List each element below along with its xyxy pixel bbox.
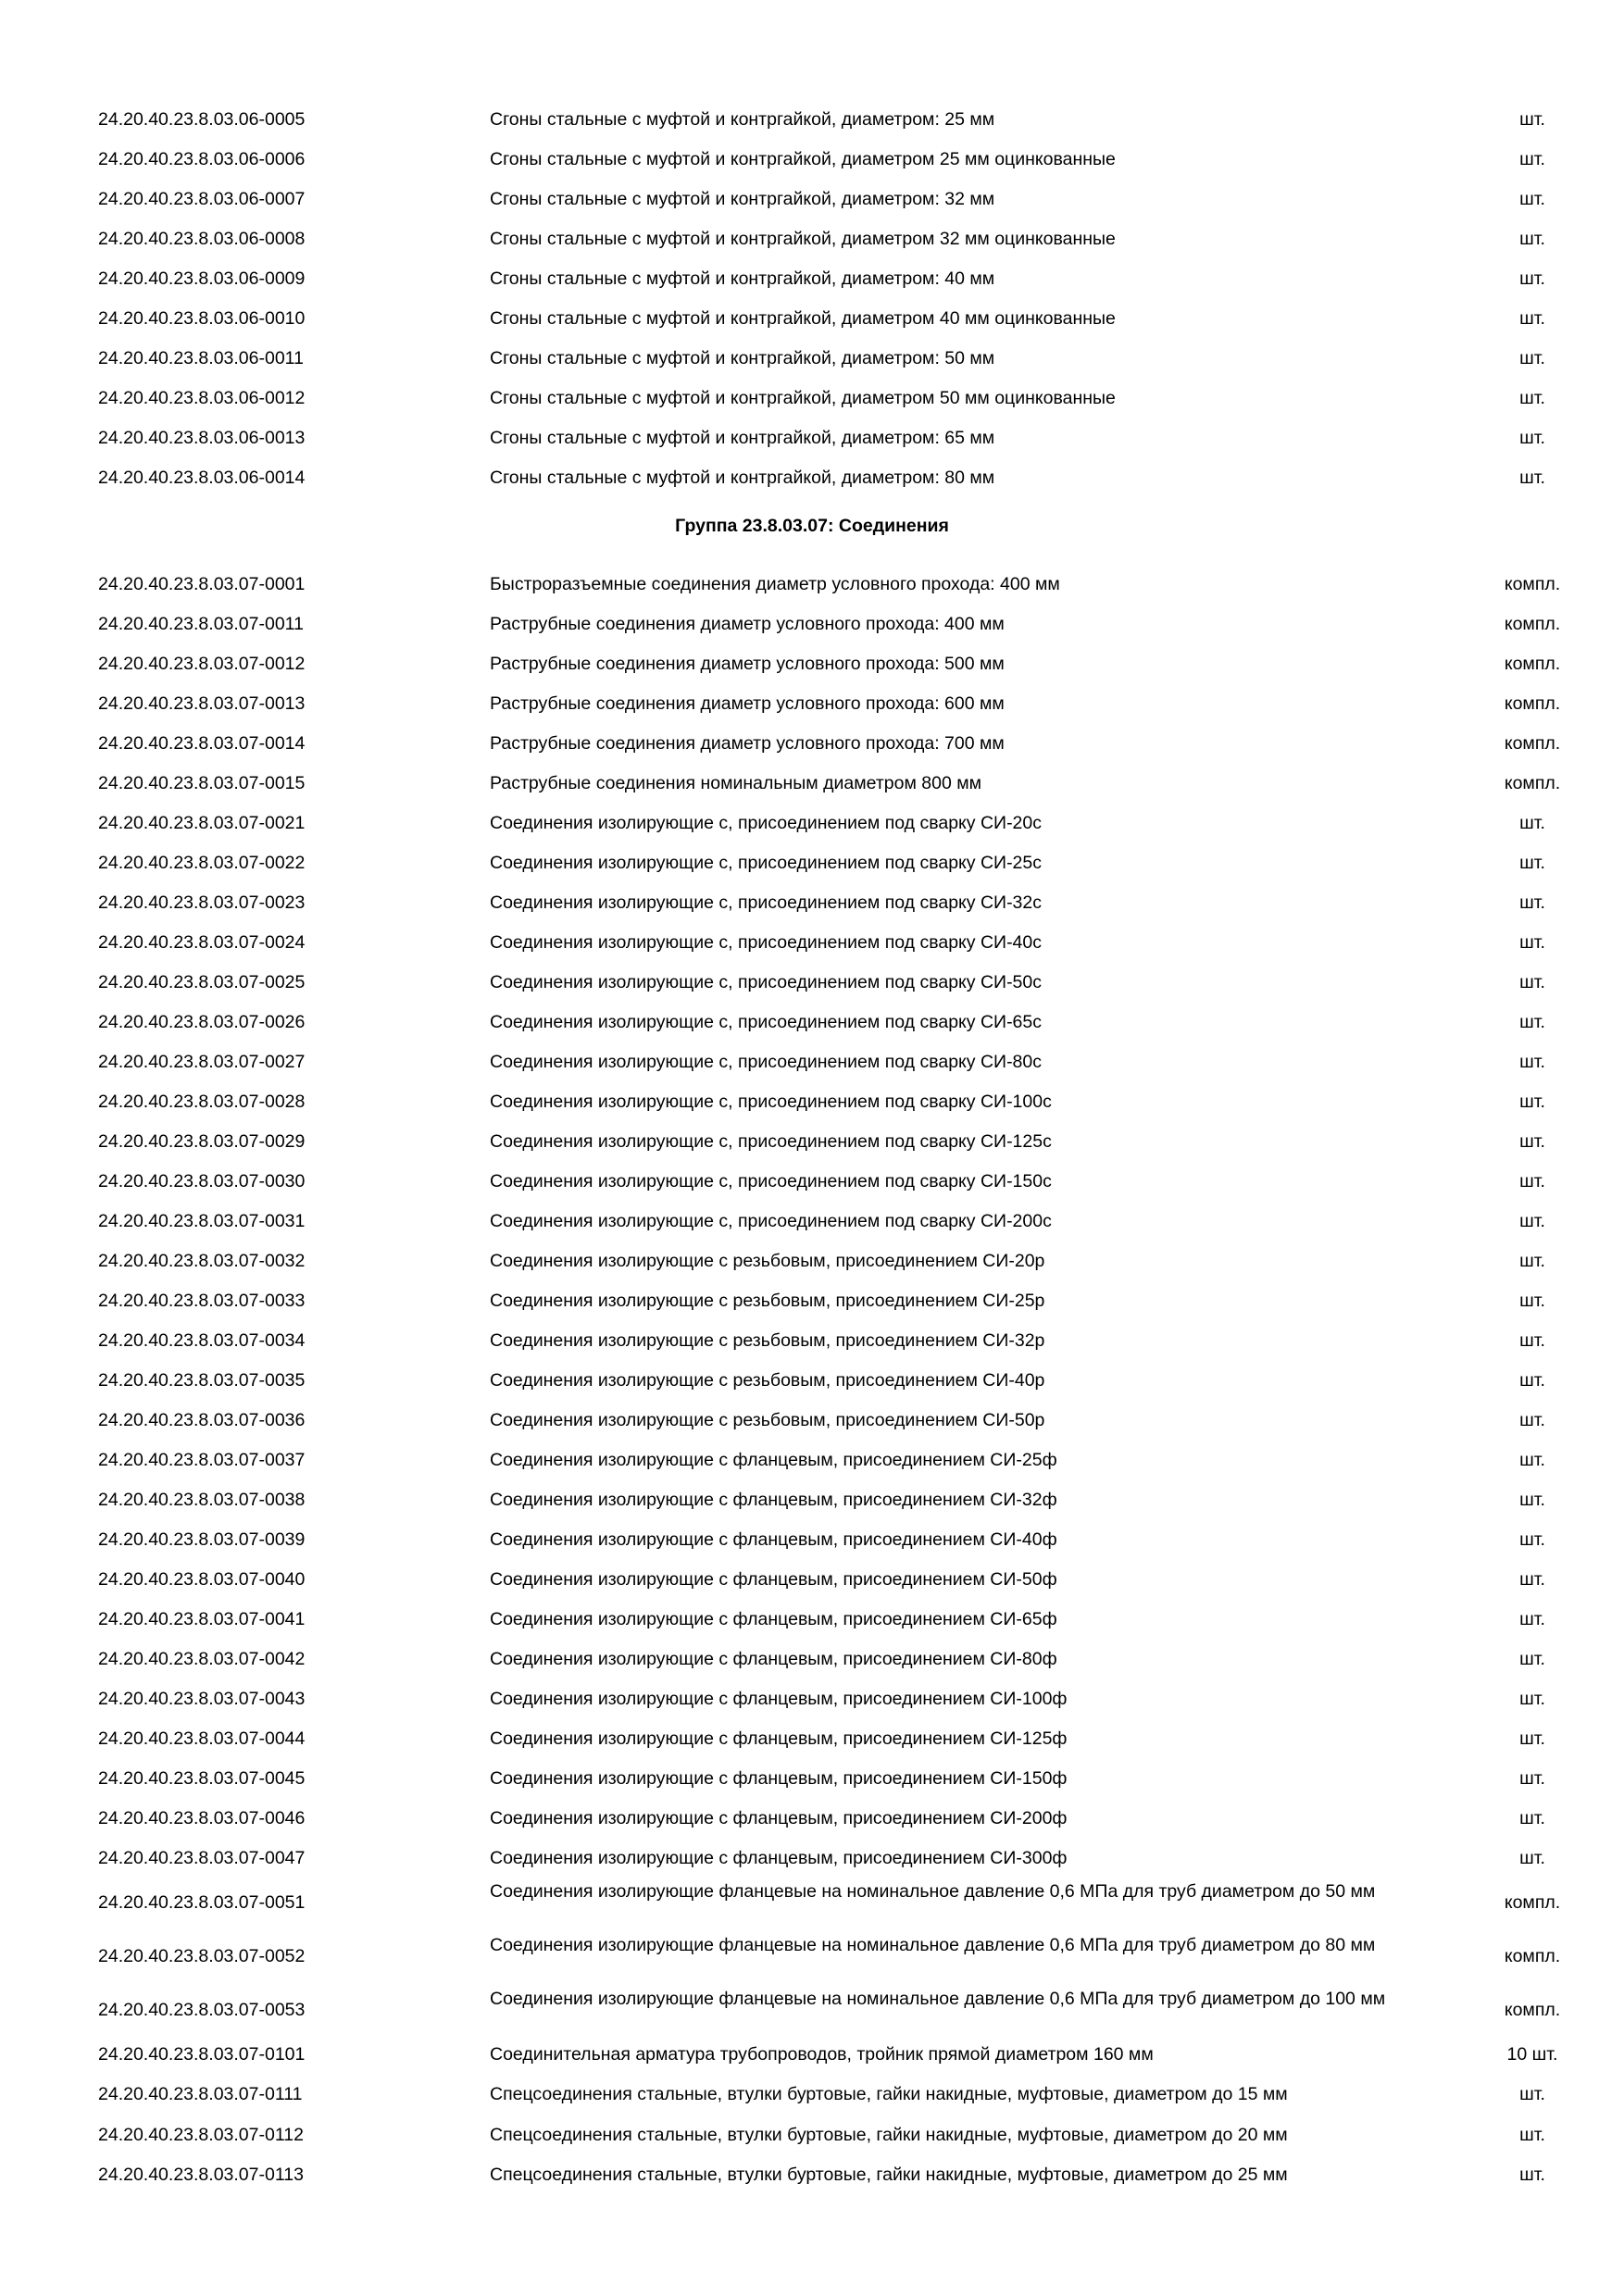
item-unit: 10 шт.	[1506, 2044, 1558, 2065]
item-code: 24.20.40.23.8.03.07-0032	[98, 1251, 306, 1271]
item-code: 24.20.40.23.8.03.07-0012	[98, 654, 306, 674]
item-unit: шт.	[1519, 1768, 1545, 1789]
item-name: Сгоны стальные с муфтой и контргайкой, диаметром: 50 мм	[490, 348, 995, 368]
item-code: 24.20.40.23.8.03.07-0051	[98, 1892, 306, 1913]
item-name: Соединительная арматура трубопроводов, тройник прямой диаметром 160 мм	[490, 2044, 1154, 2065]
item-code: 24.20.40.23.8.03.06-0005	[98, 109, 306, 130]
item-name: Соединения изолирующие с, присоединением под сварку СИ-32с	[490, 892, 1042, 913]
item-name: Сгоны стальные с муфтой и контргайкой, диаметром: 80 мм	[490, 468, 995, 488]
item-unit: шт.	[1519, 1291, 1545, 1311]
item-code: 24.20.40.23.8.03.06-0011	[98, 348, 304, 368]
item-name: Соединения изолирующие фланцевые на номинальное давление 0,6 МПа для труб диаметром до 50 мм	[490, 1881, 1376, 1902]
item-code: 24.20.40.23.8.03.06-0014	[98, 468, 306, 488]
item-name: Соединения изолирующие с фланцевым, присоединением СИ-100ф	[490, 1689, 1068, 1709]
item-name: Соединения изолирующие с, присоединением под сварку СИ-40с	[490, 932, 1042, 953]
item-code: 24.20.40.23.8.03.07-0043	[98, 1689, 306, 1709]
item-unit: шт.	[1519, 388, 1545, 408]
item-code: 24.20.40.23.8.03.07-0001	[98, 574, 306, 594]
item-name: Соединения изолирующие с, присоединением под сварку СИ-80с	[490, 1052, 1042, 1072]
item-code: 24.20.40.23.8.03.07-0042	[98, 1649, 306, 1669]
item-code: 24.20.40.23.8.03.07-0039	[98, 1529, 306, 1550]
item-code: 24.20.40.23.8.03.07-0045	[98, 1768, 306, 1789]
item-unit: шт.	[1519, 853, 1545, 873]
item-code: 24.20.40.23.8.03.06-0009	[98, 268, 306, 289]
item-name: Сгоны стальные с муфтой и контргайкой, диаметром 25 мм оцинкованные	[490, 149, 1116, 169]
item-unit: шт.	[1519, 268, 1545, 289]
item-unit: шт.	[1519, 1131, 1545, 1152]
item-unit: шт.	[1519, 1330, 1545, 1351]
item-name: Быстроразъемные соединения диаметр условного прохода: 400 мм	[490, 574, 1060, 594]
item-code: 24.20.40.23.8.03.07-0027	[98, 1052, 306, 1072]
item-name: Спецсоединения стальные, втулки буртовые, гайки накидные, муфтовые, диаметром до 15 мм	[490, 2084, 1288, 2105]
item-unit: шт.	[1519, 1092, 1545, 1112]
item-name: Раструбные соединения номинальным диаметром 800 мм	[490, 773, 982, 793]
item-unit: шт.	[1519, 1808, 1545, 1828]
item-unit: шт.	[1519, 1052, 1545, 1072]
item-code: 24.20.40.23.8.03.07-0038	[98, 1490, 306, 1510]
item-unit: шт.	[1519, 1012, 1545, 1032]
item-unit: шт.	[1519, 1569, 1545, 1590]
item-code: 24.20.40.23.8.03.07-0029	[98, 1131, 306, 1152]
item-name: Соединения изолирующие с, присоединением под сварку СИ-65с	[490, 1012, 1042, 1032]
item-unit: шт.	[1519, 1410, 1545, 1430]
item-unit: компл.	[1504, 1946, 1561, 1966]
item-unit: компл.	[1504, 773, 1561, 793]
item-unit: компл.	[1504, 614, 1561, 634]
item-name: Соединения изолирующие с фланцевым, присоединением СИ-65ф	[490, 1609, 1057, 1629]
item-name: Соединения изолирующие с фланцевым, присоединением СИ-125ф	[490, 1728, 1068, 1749]
item-name: Спецсоединения стальные, втулки буртовые, гайки накидные, муфтовые, диаметром до 25 мм	[490, 2164, 1288, 2185]
item-unit: шт.	[1519, 1251, 1545, 1271]
item-code: 24.20.40.23.8.03.07-0041	[98, 1609, 306, 1629]
item-code: 24.20.40.23.8.03.07-0035	[98, 1370, 306, 1391]
group-heading: Группа 23.8.03.07: Соединения	[675, 516, 949, 536]
item-name: Соединения изолирующие с, присоединением под сварку СИ-100с	[490, 1092, 1052, 1112]
item-unit: шт.	[1519, 1450, 1545, 1470]
item-name: Сгоны стальные с муфтой и контргайкой, диаметром: 32 мм	[490, 189, 995, 209]
item-name: Раструбные соединения диаметр условного прохода: 400 мм	[490, 614, 1005, 634]
item-name: Сгоны стальные с муфтой и контргайкой, диаметром: 40 мм	[490, 268, 995, 289]
item-name: Сгоны стальные с муфтой и контргайкой, диаметром 50 мм оцинкованные	[490, 388, 1116, 408]
item-code: 24.20.40.23.8.03.06-0013	[98, 428, 306, 448]
item-name: Соединения изолирующие фланцевые на номинальное давление 0,6 МПа для труб диаметром до 100 мм	[490, 1989, 1386, 2009]
item-unit: шт.	[1519, 2124, 1545, 2145]
item-code: 24.20.40.23.8.03.07-0014	[98, 733, 306, 754]
item-name: Соединения изолирующие с, присоединением под сварку СИ-25с	[490, 853, 1042, 873]
item-code: 24.20.40.23.8.03.06-0012	[98, 388, 306, 408]
item-code: 24.20.40.23.8.03.07-0011	[98, 614, 304, 634]
item-unit: шт.	[1519, 813, 1545, 833]
item-name: Сгоны стальные с муфтой и контргайкой, диаметром 40 мм оцинкованные	[490, 308, 1116, 329]
item-unit: шт.	[1519, 972, 1545, 992]
item-unit: шт.	[1519, 109, 1545, 130]
item-unit: шт.	[1519, 892, 1545, 913]
item-name: Соединения изолирующие с, присоединением под сварку СИ-20с	[490, 813, 1042, 833]
item-unit: шт.	[1519, 1370, 1545, 1391]
item-code: 24.20.40.23.8.03.07-0028	[98, 1092, 306, 1112]
item-unit: шт.	[1519, 2084, 1545, 2105]
item-unit: шт.	[1519, 1689, 1545, 1709]
item-name: Соединения изолирующие с резьбовым, присоединением СИ-20р	[490, 1251, 1045, 1271]
item-unit: компл.	[1504, 693, 1561, 714]
item-name: Соединения изолирующие фланцевые на номинальное давление 0,6 МПа для труб диаметром до 80 мм	[490, 1935, 1376, 1955]
item-name: Соединения изолирующие с резьбовым, присоединением СИ-40р	[490, 1370, 1045, 1391]
item-name: Соединения изолирующие с, присоединением под сварку СИ-150с	[490, 1171, 1052, 1192]
item-code: 24.20.40.23.8.03.07-0040	[98, 1569, 306, 1590]
item-name: Сгоны стальные с муфтой и контргайкой, диаметром: 25 мм	[490, 109, 995, 130]
item-code: 24.20.40.23.8.03.07-0053	[98, 2000, 306, 2020]
item-code: 24.20.40.23.8.03.07-0037	[98, 1450, 306, 1470]
item-unit: шт.	[1519, 1490, 1545, 1510]
item-unit: шт.	[1519, 189, 1545, 209]
item-unit: шт.	[1519, 1171, 1545, 1192]
item-unit: шт.	[1519, 348, 1545, 368]
item-name: Соединения изолирующие с, присоединением под сварку СИ-50с	[490, 972, 1042, 992]
item-name: Соединения изолирующие с фланцевым, присоединением СИ-32ф	[490, 1490, 1057, 1510]
item-code: 24.20.40.23.8.03.07-0026	[98, 1012, 306, 1032]
item-code: 24.20.40.23.8.03.07-0052	[98, 1946, 306, 1966]
item-code: 24.20.40.23.8.03.06-0008	[98, 229, 306, 249]
item-unit: шт.	[1519, 2164, 1545, 2185]
item-unit: компл.	[1504, 733, 1561, 754]
item-code: 24.20.40.23.8.03.07-0025	[98, 972, 306, 992]
item-name: Сгоны стальные с муфтой и контргайкой, диаметром 32 мм оцинкованные	[490, 229, 1116, 249]
item-name: Соединения изолирующие с фланцевым, присоединением СИ-80ф	[490, 1649, 1057, 1669]
item-code: 24.20.40.23.8.03.07-0111	[98, 2084, 303, 2105]
item-unit: шт.	[1519, 1211, 1545, 1231]
item-unit: шт.	[1519, 468, 1545, 488]
item-name: Соединения изолирующие с резьбовым, присоединением СИ-25р	[490, 1291, 1045, 1311]
item-unit: компл.	[1504, 2000, 1561, 2020]
item-name: Спецсоединения стальные, втулки буртовые, гайки накидные, муфтовые, диаметром до 20 мм	[490, 2124, 1288, 2145]
item-unit: шт.	[1519, 229, 1545, 249]
item-name: Соединения изолирующие с фланцевым, присоединением СИ-200ф	[490, 1808, 1068, 1828]
item-code: 24.20.40.23.8.03.07-0112	[98, 2124, 304, 2145]
item-name: Раструбные соединения диаметр условного прохода: 500 мм	[490, 654, 1005, 674]
item-name: Соединения изолирующие с фланцевым, присоединением СИ-300ф	[490, 1848, 1068, 1868]
item-unit: шт.	[1519, 932, 1545, 953]
item-unit: шт.	[1519, 1848, 1545, 1868]
item-code: 24.20.40.23.8.03.07-0022	[98, 853, 306, 873]
item-code: 24.20.40.23.8.03.07-0034	[98, 1330, 306, 1351]
item-name: Соединения изолирующие с фланцевым, присоединением СИ-25ф	[490, 1450, 1057, 1470]
item-unit: шт.	[1519, 1609, 1545, 1629]
item-code: 24.20.40.23.8.03.06-0006	[98, 149, 306, 169]
item-unit: компл.	[1504, 574, 1561, 594]
item-code: 24.20.40.23.8.03.07-0030	[98, 1171, 306, 1192]
item-code: 24.20.40.23.8.03.07-0044	[98, 1728, 306, 1749]
item-code: 24.20.40.23.8.03.07-0023	[98, 892, 306, 913]
item-code: 24.20.40.23.8.03.07-0047	[98, 1848, 306, 1868]
item-code: 24.20.40.23.8.03.07-0113	[98, 2164, 304, 2185]
item-code: 24.20.40.23.8.03.07-0013	[98, 693, 306, 714]
item-unit: шт.	[1519, 1728, 1545, 1749]
item-name: Соединения изолирующие с фланцевым, присоединением СИ-50ф	[490, 1569, 1057, 1590]
item-unit: компл.	[1504, 654, 1561, 674]
item-name: Соединения изолирующие с фланцевым, присоединением СИ-40ф	[490, 1529, 1057, 1550]
item-name: Соединения изолирующие с резьбовым, присоединением СИ-50р	[490, 1410, 1045, 1430]
item-code: 24.20.40.23.8.03.07-0033	[98, 1291, 306, 1311]
item-name: Сгоны стальные с муфтой и контргайкой, диаметром: 65 мм	[490, 428, 995, 448]
item-unit: шт.	[1519, 1529, 1545, 1550]
item-code: 24.20.40.23.8.03.07-0036	[98, 1410, 306, 1430]
item-code: 24.20.40.23.8.03.07-0015	[98, 773, 306, 793]
item-name: Соединения изолирующие с, присоединением под сварку СИ-125с	[490, 1131, 1052, 1152]
item-name: Соединения изолирующие с, присоединением под сварку СИ-200с	[490, 1211, 1052, 1231]
item-name: Соединения изолирующие с резьбовым, присоединением СИ-32р	[490, 1330, 1045, 1351]
item-code: 24.20.40.23.8.03.07-0101	[98, 2044, 306, 2065]
item-unit: шт.	[1519, 428, 1545, 448]
item-name: Раструбные соединения диаметр условного прохода: 700 мм	[490, 733, 1005, 754]
item-code: 24.20.40.23.8.03.07-0021	[98, 813, 306, 833]
item-unit: шт.	[1519, 1649, 1545, 1669]
item-code: 24.20.40.23.8.03.07-0031	[98, 1211, 306, 1231]
item-code: 24.20.40.23.8.03.06-0010	[98, 308, 306, 329]
item-code: 24.20.40.23.8.03.07-0024	[98, 932, 306, 953]
item-unit: компл.	[1504, 1892, 1561, 1913]
item-code: 24.20.40.23.8.03.06-0007	[98, 189, 306, 209]
item-name: Соединения изолирующие с фланцевым, присоединением СИ-150ф	[490, 1768, 1068, 1789]
item-unit: шт.	[1519, 149, 1545, 169]
item-unit: шт.	[1519, 308, 1545, 329]
item-name: Раструбные соединения диаметр условного прохода: 600 мм	[490, 693, 1005, 714]
item-code: 24.20.40.23.8.03.07-0046	[98, 1808, 306, 1828]
